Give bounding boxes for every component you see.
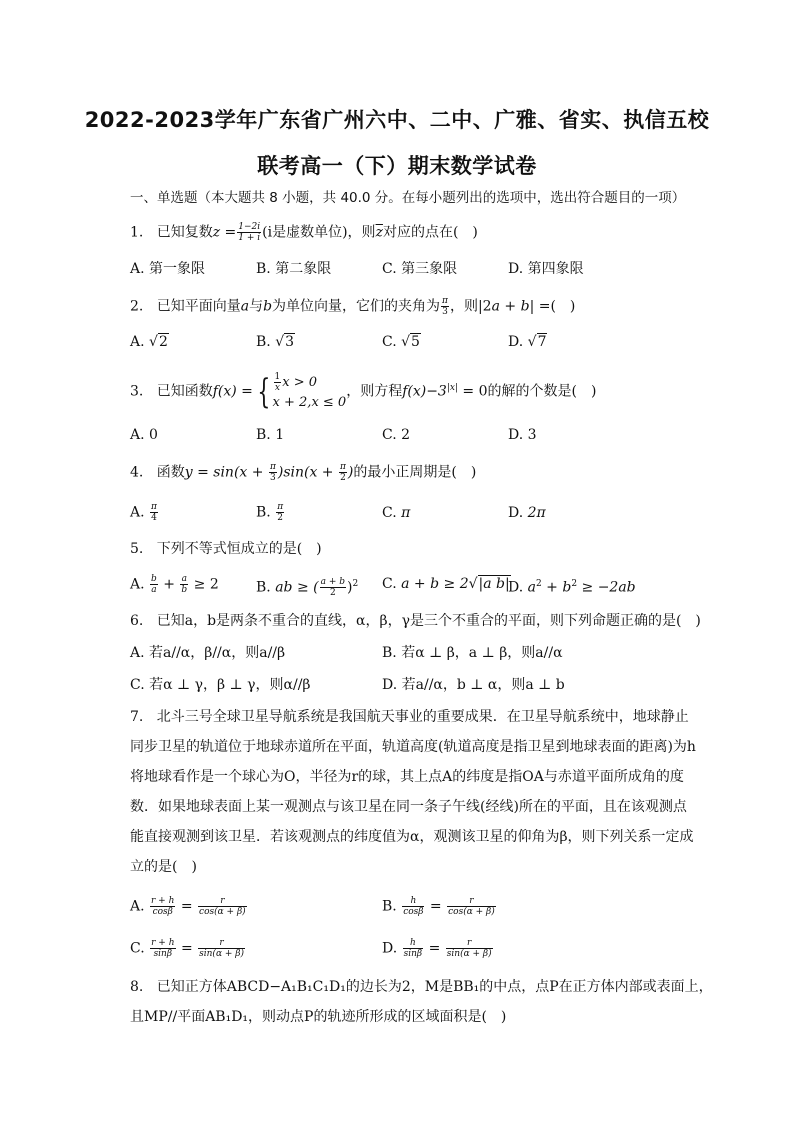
- q4-option-b: [256, 502, 285, 523]
- frac-den: cosβ: [403, 907, 424, 917]
- option-label: B.: [256, 504, 276, 521]
- expr-pre: ab ≥ (: [275, 579, 319, 596]
- q5-option-a: [130, 574, 219, 595]
- q2-vector-a: a: [240, 298, 250, 315]
- q4-expr3: ): [347, 464, 354, 481]
- radicand: 7: [537, 334, 547, 350]
- question-number: 7.: [130, 709, 144, 725]
- frac: [320, 577, 346, 598]
- q1-text-mid: (i是虚数单位)，则: [262, 224, 376, 241]
- option-value: 2π: [527, 505, 546, 521]
- frac: [447, 896, 496, 917]
- frac-num: r: [198, 896, 247, 907]
- question-7-line5: 能直接观测到该卫星．若该观测点的纬度值为α，观测该卫星的仰角为β，则下列关系一定成: [130, 829, 694, 845]
- q2-plus: +: [499, 298, 521, 315]
- frac-den: b: [181, 585, 188, 595]
- q1-frac-den: 1 + i: [238, 233, 261, 243]
- q1-frac-num: 1−2i: [238, 222, 261, 232]
- question-number: 4.: [130, 464, 144, 481]
- q2-frac-num: π: [442, 296, 448, 306]
- q2-option-c: C. √5: [382, 334, 420, 350]
- q3-fx: f(x) =: [212, 383, 253, 400]
- q1-text-pre: 已知复数: [156, 224, 213, 241]
- frac-num: h: [403, 938, 424, 949]
- frac-num: h: [402, 896, 424, 907]
- frac-num: π: [277, 502, 284, 512]
- question-3-stem: [130, 366, 596, 414]
- q5-option-d: [508, 574, 636, 598]
- exponent: 2: [571, 579, 578, 589]
- option-label: D.: [382, 940, 402, 957]
- q4-expr1: y = sin(x +: [184, 464, 268, 481]
- q2-frac-den: 3: [442, 307, 448, 317]
- question-4-stem: [130, 462, 476, 483]
- q7-option-a: [130, 896, 248, 917]
- q4-expr2: )sin(x +: [277, 464, 338, 481]
- frac: [403, 938, 424, 959]
- plus: +: [158, 576, 180, 593]
- option-label: A.: [130, 504, 150, 521]
- frac-den: sin(α + β): [446, 949, 492, 959]
- q1-option-a: A. 第一象限: [130, 261, 206, 277]
- question-8-line1: [130, 977, 713, 997]
- radicand: 5: [411, 334, 420, 350]
- frac-num: r + h: [151, 938, 175, 948]
- question-5-stem: [130, 539, 322, 559]
- frac-num: r: [447, 896, 496, 907]
- option-label: A.: [130, 898, 150, 915]
- q6-option-c: C. 若α ⊥ γ，β ⊥ γ，则α//β: [130, 677, 311, 693]
- question-number: 2.: [130, 298, 144, 315]
- frac-num: r: [446, 938, 493, 949]
- frac-den: sin(α + β): [199, 949, 244, 959]
- q4-frac1: [269, 462, 277, 483]
- frac-num: r + h: [151, 896, 175, 906]
- q3-case1-frac: [274, 372, 282, 393]
- frac-den: sinβ: [403, 949, 423, 959]
- q3-option-d: D. 3: [508, 427, 537, 443]
- frac-den: cosβ: [152, 907, 173, 917]
- section-heading-single-choice: 一、单选题（本大题共 8 小题，共 40.0 分。在每小题列出的选项中，选出符合题目的一项）: [130, 190, 686, 206]
- frac-den: a: [151, 585, 157, 595]
- frac: [180, 574, 188, 595]
- frac: [198, 896, 247, 917]
- q4-frac1-num: π: [269, 462, 276, 472]
- q1-option-c: C. 第三象限: [382, 261, 458, 277]
- frac-num: r: [198, 938, 245, 949]
- q5-option-c: C. a + b ≥ 2√|a b|: [382, 576, 510, 592]
- q3-case1-den: x: [274, 382, 280, 393]
- frac: [150, 574, 158, 595]
- frac-num: a: [181, 574, 187, 584]
- q3-cases: [273, 372, 347, 412]
- q7-text: 北斗三号全球卫星导航系统是我国航天事业的重要成果．在卫星导航系统中，地球静止: [156, 709, 689, 725]
- frac-num: b: [151, 574, 157, 584]
- exponent: 2: [352, 579, 359, 589]
- q3-option-b: B. 1: [256, 427, 285, 443]
- frac: [402, 896, 424, 917]
- radicand: |a b|: [478, 576, 510, 592]
- q6-option-a: A. 若a//α，β//α，则a//β: [130, 645, 286, 661]
- q1-text-post: 对应的点在( ): [382, 224, 478, 241]
- q3-text-pre: 已知函数: [156, 383, 213, 400]
- q2-text-end: | =( ): [529, 298, 576, 315]
- frac-den: cos(α + β): [448, 907, 495, 917]
- q2-fraction: [441, 296, 449, 317]
- equals: =: [176, 898, 198, 915]
- option-label: C.: [382, 576, 402, 592]
- q2-option-d: D. √7: [508, 334, 547, 350]
- q3-text-mid: ，则方程: [346, 383, 403, 400]
- frac-den: sinβ: [153, 949, 173, 959]
- q3-option-c: C. 2: [382, 427, 411, 443]
- radicand: 2: [158, 334, 168, 350]
- expr: ≥ −2ab: [577, 579, 636, 596]
- q3-case1-cond: x > 0: [282, 374, 318, 390]
- q4-frac2-num: π: [340, 462, 346, 472]
- q4-option-d: [508, 503, 546, 523]
- question-7-line4: 数．如果地球表面上某一观测点与该卫星在同一条子午线(经线)所在的平面，且在该观测点: [130, 799, 687, 815]
- equals: =: [424, 940, 445, 957]
- question-6-stem: [130, 611, 701, 631]
- question-number: 3.: [130, 383, 144, 400]
- question-7-line1: [130, 707, 689, 727]
- q7-option-c: [130, 938, 246, 959]
- q3-case1-num: 1: [274, 371, 281, 382]
- frac: [446, 938, 493, 959]
- question-number: 6.: [130, 613, 144, 629]
- frac: [150, 938, 175, 959]
- tail: ≥ 2: [189, 576, 219, 593]
- q4-option-a: [130, 502, 159, 523]
- option-label: B.: [256, 579, 276, 596]
- frac-den: cos(α + β): [199, 907, 246, 917]
- q4-frac1-den: 3: [270, 473, 276, 483]
- q7-option-d: [382, 938, 494, 959]
- frac-den: 2: [277, 513, 284, 523]
- q4-frac2-den: 2: [340, 473, 346, 483]
- q3-text-post: = 0的解的个数是( ): [457, 383, 597, 400]
- q2-vector-a-2: a: [491, 298, 500, 315]
- question-number: 1.: [130, 224, 144, 241]
- question-8-line2: 且MP//平面AB₁D₁，则动点P的轨迹所形成的区域面积是( ): [130, 1009, 507, 1025]
- question-7-line6: 立的是( ): [130, 859, 197, 875]
- exam-title-line2: 联考高一（下）期末数学试卷: [257, 154, 537, 178]
- option-label: A.: [130, 334, 150, 350]
- q4-opt-b-frac: [276, 502, 284, 523]
- q1-zbar: $\overline{z}$: [375, 224, 383, 241]
- q5-text: 下列不等式恒成立的是( ): [156, 541, 322, 557]
- frac-num: a + b: [320, 577, 345, 588]
- question-number: 5.: [130, 541, 144, 557]
- expr: + b: [541, 579, 572, 596]
- exam-title-line1: 2022-2023学年广东省广州六中、二中、广雅、省实、执信五校: [84, 108, 710, 132]
- q6-text: 已知a，b是两条不重合的直线，α，β，γ是三个不重合的平面，则下列命题正确的是( ): [156, 613, 701, 629]
- option-label: B.: [256, 334, 276, 350]
- frac: [150, 896, 175, 917]
- option-label: C.: [130, 940, 150, 957]
- q3-brace: {: [257, 371, 271, 412]
- q8-text: 已知正方体ABCD−A₁B₁C₁D₁的边长为2，M是BB₁的中点，点P在正方体内部或表面上，: [156, 979, 713, 995]
- expr-pre: a + b ≥ 2: [401, 576, 469, 592]
- option-label: D.: [508, 579, 528, 596]
- question-2-stem: [130, 296, 575, 317]
- option-label: A.: [130, 576, 150, 593]
- q3-case1: [273, 372, 347, 393]
- frac: [198, 938, 245, 959]
- option-label: D.: [508, 334, 528, 350]
- q2-text-mid: 为单位向量，它们的夹角为: [272, 298, 441, 315]
- q5-option-b: [256, 574, 358, 598]
- question-7-line2: 同步卫星的轨道位于地球赤道所在平面，轨道高度(轨道高度是指卫星到地球表面的距离)为h: [130, 739, 696, 755]
- q2-text-post: ，则|2: [449, 298, 492, 315]
- equals: =: [425, 898, 447, 915]
- q1-z-eq: z =: [212, 224, 237, 241]
- q3-option-a: A. 0: [130, 427, 158, 443]
- option-label: B.: [382, 898, 402, 915]
- q2-vector-b-2: b: [520, 298, 530, 315]
- exponent: 2: [536, 579, 542, 589]
- expr: a: [527, 579, 536, 596]
- expr-post: ): [347, 579, 353, 596]
- frac-den: 4: [151, 513, 157, 523]
- question-number: 8.: [130, 979, 144, 995]
- q3-case2: x + 2,x ≤ 0: [272, 394, 347, 410]
- q1-option-d: D. 第四象限: [508, 261, 584, 277]
- q4-frac2: [339, 462, 347, 483]
- q1-option-b: B. 第二象限: [256, 261, 332, 277]
- frac-den: 2: [329, 588, 336, 599]
- q3-equation: f(x)−3: [402, 383, 447, 400]
- frac-num: π: [151, 502, 157, 512]
- q2-vector-b: b: [263, 298, 273, 315]
- question-7-line3: 将地球看作是一个球心为O，半径为r的球，其上点A的纬度是指OA与赤道平面所成角的度: [130, 769, 684, 785]
- q2-option-b: B. √3: [256, 334, 295, 350]
- q2-text-and: 与: [249, 298, 264, 315]
- q7-option-b: [382, 896, 497, 917]
- q6-option-d: D. 若a//α，b ⊥ α，则a ⊥ b: [382, 677, 565, 693]
- option-value: π: [401, 505, 411, 521]
- q6-option-b: B. 若α ⊥ β，a ⊥ β，则a//α: [382, 645, 563, 661]
- q2-text-pre: 已知平面向量: [156, 298, 241, 315]
- option-label: C.: [382, 334, 402, 350]
- equals: =: [176, 940, 198, 957]
- q2-option-a: A. √2: [130, 334, 168, 350]
- radicand: 3: [285, 334, 295, 350]
- q4-text-post: 的最小正周期是( ): [353, 464, 477, 481]
- q1-fraction: [237, 222, 261, 243]
- option-label: C.: [382, 505, 402, 521]
- question-1-stem: [130, 222, 478, 243]
- option-label: D.: [508, 505, 528, 521]
- q3-exponent: |x|: [446, 383, 458, 393]
- q4-option-c: [382, 503, 410, 523]
- q4-opt-a-frac: [150, 502, 158, 523]
- q4-text-pre: 函数: [156, 464, 185, 481]
